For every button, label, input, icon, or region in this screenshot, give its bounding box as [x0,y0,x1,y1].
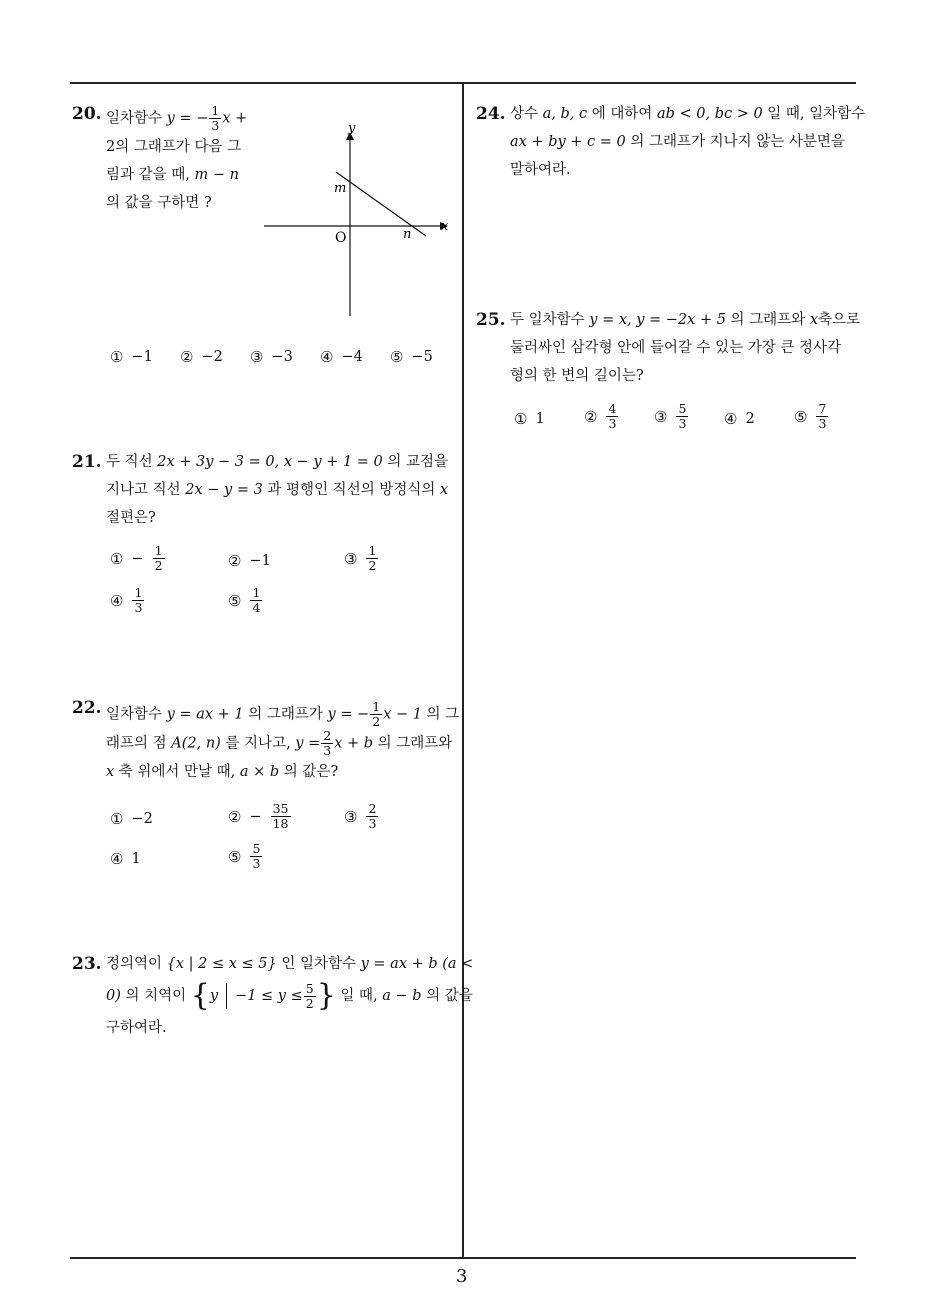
question-number: 23. [72,954,102,974]
m-label: m [334,181,347,196]
choice[interactable]: ② $\frac{4}{3}$ [584,401,617,431]
choice[interactable]: ④ $\frac{1}{3}$ [110,585,143,615]
set-divider [226,983,227,1009]
choice[interactable]: ③ −3 [250,348,293,366]
column-divider [462,82,464,1258]
question-text: 일차함수 y = − $\frac{1}{3}$ x + 2의 그래프가 다음 그 림과 같을 때, m − n 의 값을 구하면 ? [106,103,248,211]
choice[interactable]: ① −1 [110,348,153,366]
choice[interactable]: ② −1 [228,552,271,570]
choice[interactable]: ② − $\frac{35}{18}$ [228,801,289,831]
bottom-rule [70,1257,856,1259]
graph-q20 [262,118,457,318]
choice[interactable]: ③ $\frac{2}{3}$ [344,801,377,831]
question-text: 상수 a, b, c 에 대하여 ab < 0, bc > 0 일 때, 일차함수 ax + by + c = 0 의 그래프가 지나지 않는 사분면을 말하여라. [510,106,866,178]
n-label: n [403,227,412,242]
question-number: 24. [476,104,506,124]
question-number: 21. [72,452,102,472]
choice[interactable]: ③ $\frac{5}{3}$ [654,401,687,431]
fraction: $\frac{1}{3}$ [211,103,220,133]
page-number: 3 [456,1266,468,1287]
choice[interactable]: ① − $\frac{1}{2}$ [110,543,163,573]
origin-label: O [335,230,347,246]
question-text: 두 일차함수 y = x, y = −2x + 5 의 그래프와 x축으로 둘러싸인 삼각형 안에 들어갈 수 있는 가장 큰 정사각 형의 한 변의 길이는? [510,312,861,384]
choice[interactable]: ③ $\frac{1}{2}$ [344,543,377,573]
choice[interactable]: ④ −4 [320,348,363,366]
choice[interactable]: ⑤ $\frac{5}{3}$ [228,841,261,871]
choice[interactable]: ⑤ −5 [390,348,433,366]
y-axis-label: y [348,121,356,136]
x-axis-label: x [441,219,449,234]
choice[interactable]: ④ 2 [724,410,755,428]
choice[interactable]: ① 1 [514,410,545,428]
choice[interactable]: ① −2 [110,810,153,828]
question-number: 22. [72,698,102,718]
choice[interactable]: ⑤ $\frac{1}{4}$ [228,585,261,615]
question-text: 정의역이 {x | 2 ≤ x ≤ 5} 인 일차함수 y = ax + b (a < 0) 의 치역이 {y −1 ≤ y ≤ $\frac{5}{2}$ } 일 때, a − b 의 값을 구하여라. [106,956,474,1036]
question-number: 25. [476,310,506,330]
question-text: 두 직선 2x + 3y − 3 = 0, x − y + 1 = 0 의 교점을 지나고 직선 2x − y = 3 과 평행인 직선의 방정식의 x 절편은? [106,454,449,526]
question-number: 20. [72,104,102,124]
choice[interactable]: ⑤ $\frac{7}{3}$ [794,401,827,431]
choice[interactable]: ④ 1 [110,850,141,868]
question-text: 일차함수 y = ax + 1 의 그래프가 y = − $\frac{1}{2}$ x − 1 의 그 래프의 점 A(2, n) 를 지나고, y = $\frac{2}{3}$ x + b 의 그래프와 x 축 위에서 만날 때, a × b 의 값은? [106,699,460,780]
choice[interactable]: ② −2 [180,348,223,366]
